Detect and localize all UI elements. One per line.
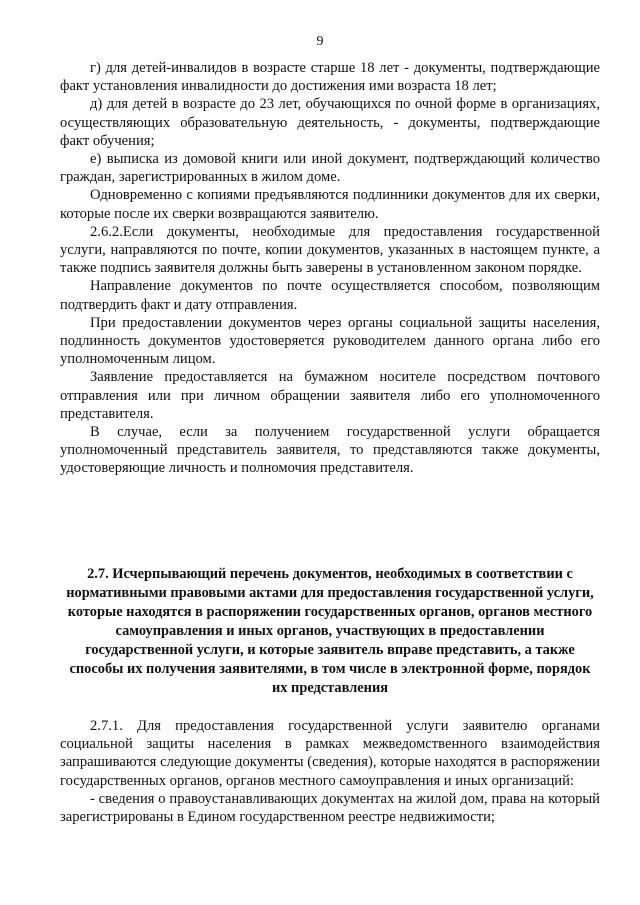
paragraph-2-7-1: 2.7.1. Для предоставления государственной услуги заявителю органами социальной защиты населения в рамках межведомственного взаимодействия запрашиваются следующие документы (сведения), которые находятся в распоряжении государственных органов, органов местного самоуправления и иных организаций: xyxy=(60,718,600,789)
paragraph-item-g: г) для детей-инвалидов в возрасте старше 18 лет - документы, подтверждающие факт установления инвалидности до достижения ими возраста 18 лет; xyxy=(60,60,600,95)
paragraph-representative: В случае, если за получением государственной услуги обращается уполномоченный представитель заявителя, то представляются также документы, удостоверяющие личность и полномочия представителя. xyxy=(60,424,600,477)
paragraph-2-6-2: 2.6.2.Если документы, необходимые для предоставления государственной услуги, направляются по почте, копии документов, указанных в настоящем пункте, а также подпись заявителя должны быть заверены в установленном законом порядке. xyxy=(60,223,600,277)
paragraph-application-form: Заявление предоставляется на бумажном носителе посредством почтового отправления или при личном обращении заявителя либо его уполномоченного представителя. xyxy=(60,369,600,422)
bottom-text-block xyxy=(60,717,600,826)
top-text-block xyxy=(60,59,600,478)
paragraph-originals-note: Одновременно с копиями предъявляются подлинники документов для их сверки, которые после их сверки возвращаются заявителю. xyxy=(60,187,600,222)
section-heading xyxy=(60,565,600,698)
paragraph-property-rights: - сведения о правоустанавливающих документах на жилой дом, права на который зарегистрированы в Едином государственном реестре недвижимости; xyxy=(60,790,600,826)
paragraph-mail-method: Направление документов по почте осуществляется способом, позволяющим подтвердить факт и дату отправления. xyxy=(60,278,600,313)
section-heading-text: 2.7. Исчерпывающий перечень документов, необходимых в соответствии с нормативными правовыми актами для предоставления государственной услуги, которые находятся в распоряжении государственных органов, органов местного самоуправления и иных органов, участвующих в предоставлении государственной услуги, и которые заявитель вправе представить, а также способы их получения заявителями, в том числе в электронной форме, порядок их представления xyxy=(66,566,594,696)
paragraph-item-e: е) выписка из домовой книги или иной документ, подтверждающий количество граждан, зарегистрированных в жилом доме. xyxy=(60,151,600,186)
page-number: 9 xyxy=(316,34,324,49)
paragraph-item-d: д) для детей в возрасте до 23 лет, обучающихся по очной форме в организациях, осуществляющих образовательную деятельность, - документы, подтверждающие факт обучения; xyxy=(60,96,600,149)
paragraph-authenticity: При предоставлении документов через органы социальной защиты населения, подлинность документов удостоверяется руководителем данного органа либо его уполномоченным лицом. xyxy=(60,314,600,368)
